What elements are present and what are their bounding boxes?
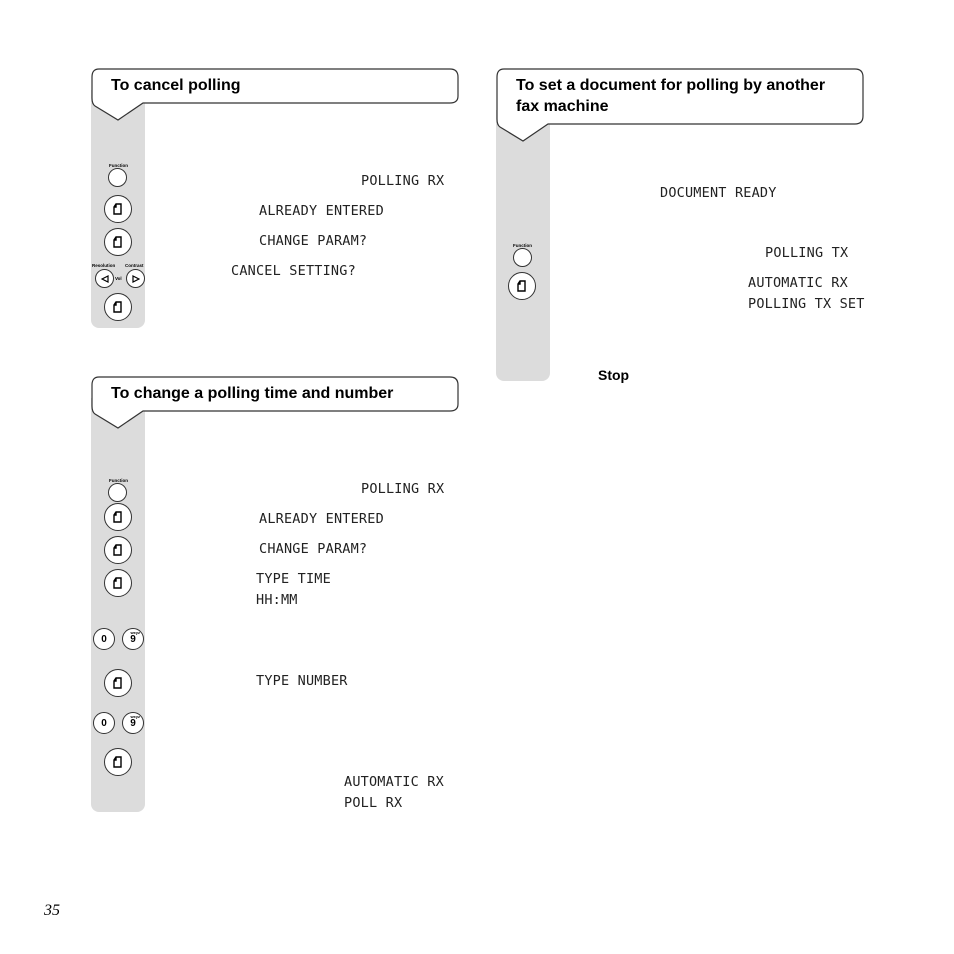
display-text: CANCEL SETTING? [231,263,356,279]
ok-button[interactable] [104,228,132,256]
stop-label: Stop [598,367,630,383]
right-arrow-icon [132,275,140,283]
section-title-set-line2: fax machine [516,98,609,115]
function-key-label: Function [513,243,532,248]
display-text: AUTOMATIC RX [748,275,848,291]
function-button[interactable] [108,483,127,502]
document-icon [112,511,124,523]
document-icon [516,280,528,292]
document-icon [112,677,124,689]
digit-9-button[interactable] [122,628,144,650]
ok-button[interactable] [104,748,132,776]
document-icon [112,301,124,313]
document-icon [112,756,124,768]
left-arrow-icon [101,275,109,283]
ok-button[interactable] [104,536,132,564]
function-key-label: Function [109,163,128,168]
section-header-set [496,68,864,144]
section-title-set-line1: To set a document for polling by another [516,77,826,94]
display-text: HH:MM [256,592,298,608]
left-arrow-button[interactable] [95,269,114,288]
document-icon [112,544,124,556]
digit-9-button[interactable] [122,712,144,734]
display-text: CHANGE PARAM? [259,233,368,249]
vol-key-label: Vol [115,276,122,281]
function-key-label: Function [109,478,128,483]
digit-0-button[interactable]: 0 [93,712,115,734]
display-text: ALREADY ENTERED [259,203,384,219]
section-title-set [516,75,825,117]
display-text: POLLING RX [361,481,445,497]
section-header-cancel [91,68,459,124]
document-icon [112,203,124,215]
digit-9-letters: wxyz [130,630,140,635]
section-header-change [91,376,459,432]
document-icon [112,236,124,248]
display-text: AUTOMATIC RX [344,774,444,790]
contrast-key-label: Contrast [125,263,144,268]
ok-button[interactable] [104,195,132,223]
function-button[interactable] [108,168,127,187]
display-text: TYPE TIME [256,571,331,587]
display-text: POLLING RX [361,173,445,189]
display-text: DOCUMENT READY [660,185,777,201]
digit-9-label: 9 [130,717,136,729]
resolution-key-label: Resolution [92,263,116,268]
ok-button[interactable] [104,293,132,321]
document-icon [112,577,124,589]
ok-button[interactable] [104,569,132,597]
digit-9-label: 9 [130,633,136,645]
ok-button[interactable] [104,669,132,697]
display-text: CHANGE PARAM? [259,541,368,557]
display-text: ALREADY ENTERED [259,511,384,527]
digit-9-letters: wxyz [130,714,140,719]
display-text: POLL RX [344,795,403,811]
display-text: TYPE NUMBER [256,673,348,689]
right-arrow-button[interactable] [126,269,145,288]
digit-0-button[interactable]: 0 [93,628,115,650]
ok-button[interactable] [104,503,132,531]
function-button[interactable] [513,248,532,267]
display-text: POLLING TX SET [748,296,865,312]
section-title-cancel: To cancel polling [111,77,241,94]
ok-button[interactable] [508,272,536,300]
section-title-change: To change a polling time and number [111,385,394,402]
display-text: POLLING TX [765,245,849,261]
page-number: 35 [44,902,60,919]
